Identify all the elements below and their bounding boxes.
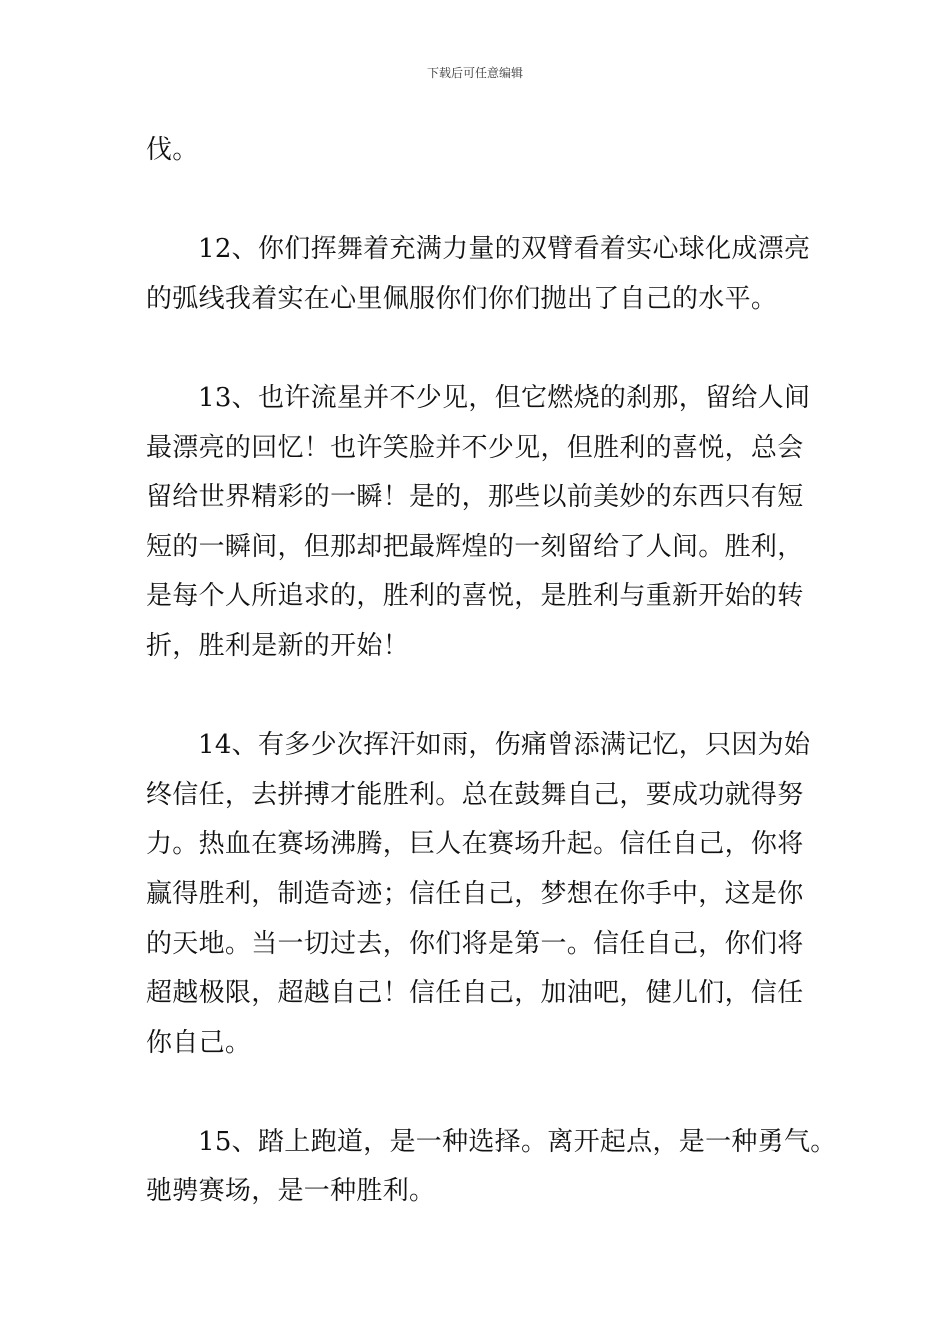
text-line: 是每个人所追求的，胜利的喜悦，是胜利与重新开始的转 bbox=[146, 581, 804, 612]
paragraph-gap bbox=[146, 1068, 818, 1118]
document-body bbox=[146, 126, 837, 1217]
paragraph-gap bbox=[146, 176, 818, 226]
paragraph bbox=[146, 374, 818, 672]
paragraph bbox=[146, 225, 818, 324]
text-line: 的天地。当一切过去，你们将是第一。信任自己，你们将 bbox=[146, 928, 804, 959]
paragraph-gap bbox=[146, 672, 818, 722]
text-line: 的弧线我着实在心里佩服你们你们抛出了自己的水平。 bbox=[146, 283, 778, 314]
text-line: 驰骋赛场，是一种胜利。 bbox=[146, 1176, 436, 1207]
paragraph bbox=[146, 1118, 837, 1217]
text-line: 15、踏上跑道，是一种选择。离开起点，是一种勇气。 bbox=[198, 1126, 837, 1157]
text-line: 伐。 bbox=[146, 135, 199, 165]
text-line: 最漂亮的回忆！也许笑脸并不少见，但胜利的喜悦，总会 bbox=[146, 432, 804, 463]
text-line: 14、有多少次挥汗如雨，伤痛曾添满记忆，只因为始 bbox=[198, 730, 811, 761]
text-line: 短的一瞬间，但那却把最辉煌的一刻留给了人间。胜利， bbox=[146, 531, 804, 562]
text-line: 13、也许流星并不少见，但它燃烧的刹那，留给人间 bbox=[198, 382, 811, 413]
text-line: 力。热血在赛场沸腾，巨人在赛场升起。信任自己，你将 bbox=[146, 829, 804, 860]
text-line: 留给世界精彩的一瞬！是的，那些以前美妙的东西只有短 bbox=[146, 482, 804, 513]
text-line: 超越极限，超越自己！信任自己，加油吧，健儿们，信任 bbox=[146, 978, 804, 1009]
text-line: 折，胜利是新的开始！ bbox=[146, 630, 410, 661]
paragraph-gap bbox=[146, 324, 818, 374]
paragraph bbox=[146, 126, 818, 176]
page-header: 下载后可任意编辑 bbox=[426, 66, 523, 80]
text-line: 终信任，去拼搏才能胜利。总在鼓舞自己，要成功就得努 bbox=[146, 779, 804, 810]
text-line: 12、你们挥舞着充满力量的双臂看着实心球化成漂亮 bbox=[198, 234, 811, 265]
text-line: 你自己。 bbox=[146, 1027, 252, 1058]
paragraph bbox=[146, 721, 818, 1068]
text-line: 赢得胜利，制造奇迹；信任自己，梦想在你手中，这是你 bbox=[146, 878, 804, 909]
